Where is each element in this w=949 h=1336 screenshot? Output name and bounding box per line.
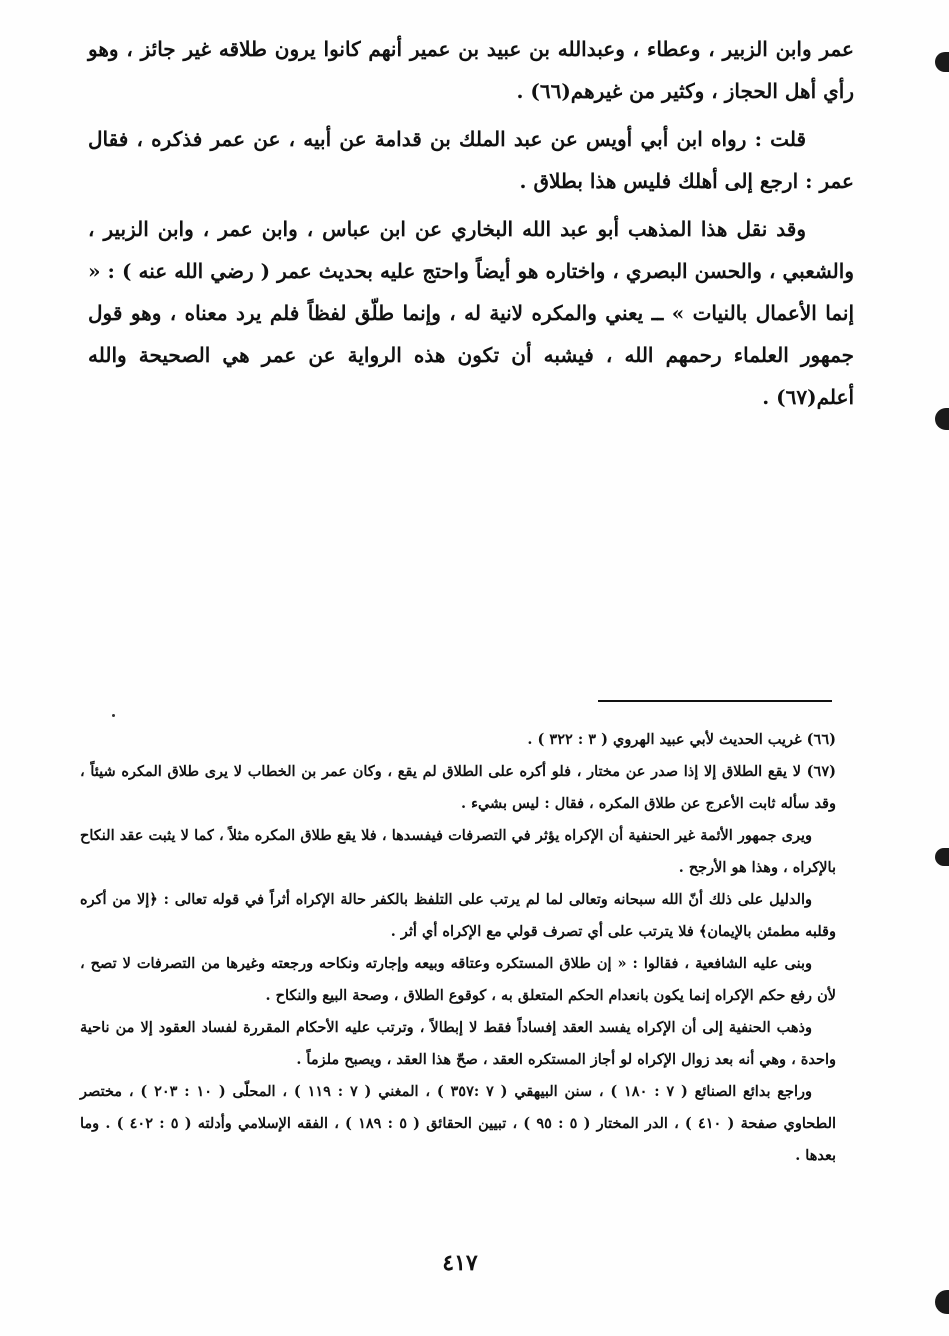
main-paragraph-2: قلت : رواه ابن أبي أويس عن عبد الملك بن قدامة عن أبيه ، عن عمر فذكره ، فقال عمر : ارجع إلى أهلك فليس هذا بطلاق . — [88, 127, 854, 193]
footnote-67-part-6: وراجع بدائع الصنائع ( ٧ : ١٨٠ ) ، سنن البيهقي ( ٧ :٣٥٧ ) ، المغني ( ٧ : ١١٩ ) ، المحلّى ( ١٠ : ٢٠٣ ) ، مختصر الطحاوي صفحة ( ٤١٠ ) ، الدر المختار ( ٥ : ٩٥ ) ، تبيين الحقائق ( ٥ : ١٨٩ ) ، الفقه الإسلامي وأدلته ( ٥ : ٤٠٢ ) . وما بعدها . — [80, 1083, 837, 1164]
footnotes-block — [80, 724, 836, 1172]
footnote-67-part-5: وذهب الحنفية إلى أن الإكراه يفسد العقد إفساداً فقط لا إبطالاً ، وترتب عليه الأحكام المقررة لفساد العقود إلا من ناحية واحدة ، وهي أنه بعد زوال الإكراه لو أجاز المستكره العقد ، صحّ هذا العقد ، ويصبح ملزماً . — [80, 1019, 836, 1068]
footnote-67-part-2: ويرى جمهور الأئمة غير الحنفية أن الإكراه يؤثر في التصرفات فيفسدها ، فلا يقع طلاق المكره مثلاً ، كما لا يثبت عقد النكاح بالإكراه ، وهذا هو الأرجح . — [80, 827, 836, 876]
scan-edge-mark — [935, 1290, 949, 1314]
page-number: ٤١٧ — [442, 1250, 478, 1276]
scan-edge-mark — [935, 408, 949, 430]
footnote-67-part-1: (٦٧) لا يقع الطلاق إلا إذا صدر عن مختار ، فلو أكره على الطلاق لم يقع ، وكان عمر بن الخطاب لا يرى طلاق المكره شيئاً ، وقد سأله ثابت الأعرج عن طلاق المكره ، فقال : ليس بشيء . — [80, 763, 836, 812]
footnote-67-part-3: والدليل على ذلك أنّ الله سبحانه وتعالى لما لم يرتب على التلفظ بالكفر حالة الإكراه أثراً في قوله تعالى : ﴿إلا من أكره وقلبه مطمئن بالإيمان﴾ فلا يترتب على أي تصرف قولي مع الإكراه أي أثر . — [80, 891, 836, 940]
footnote-separator — [598, 700, 832, 702]
footnote-66: (٦٦) غريب الحديث لأبي عبيد الهروي ( ٣ : ٣٢٢ ) . — [527, 731, 836, 748]
footnote-67-part-4: وبنى عليه الشافعية ، فقالوا : « إن طلاق المستكره وعتاقه وبيعه وإجارته ونكاحه ورجعته وغيرها من التصرفات لا تصح ، لأن رفع حكم الإكراه إنما يكون بانعدام الحكم المتعلق به ، كوقوع الطلاق ، وصحة البيع والنكاح . — [80, 955, 836, 1004]
main-paragraph-1: عمر وابن الزبير ، وعطاء ، وعبدالله بن عبيد بن عمير أنهم كانوا يرون طلاقه غير جائز ، وهو رأي أهل الحجاز ، وكثير من غيرهم(٦٦) . — [88, 37, 854, 103]
main-paragraph-3: وقد نقل هذا المذهب أبو عبد الله البخاري عن ابن عباس ، وابن عمر ، وابن الزبير ، والشعبي ، والحسن البصري ، واختاره هو أيضاً واحتج عليه بحديث عمر ( رضي الله عنه ) : « إنما الأعمال بالنيات » ــ يعني والمكره لانية له ، وإنما طلّق لفظاً فلم يرد معناه ، وهو قول جمهور العلماء رحمهم الله ، فيشبه أن تكون هذه الرواية عن عمر هي الصحيحة والله أعلم(٦٧) . — [88, 217, 854, 409]
scan-edge-mark — [935, 52, 949, 72]
main-text-block — [88, 28, 854, 418]
scan-edge-mark — [935, 848, 949, 866]
scan-speck — [112, 714, 115, 717]
